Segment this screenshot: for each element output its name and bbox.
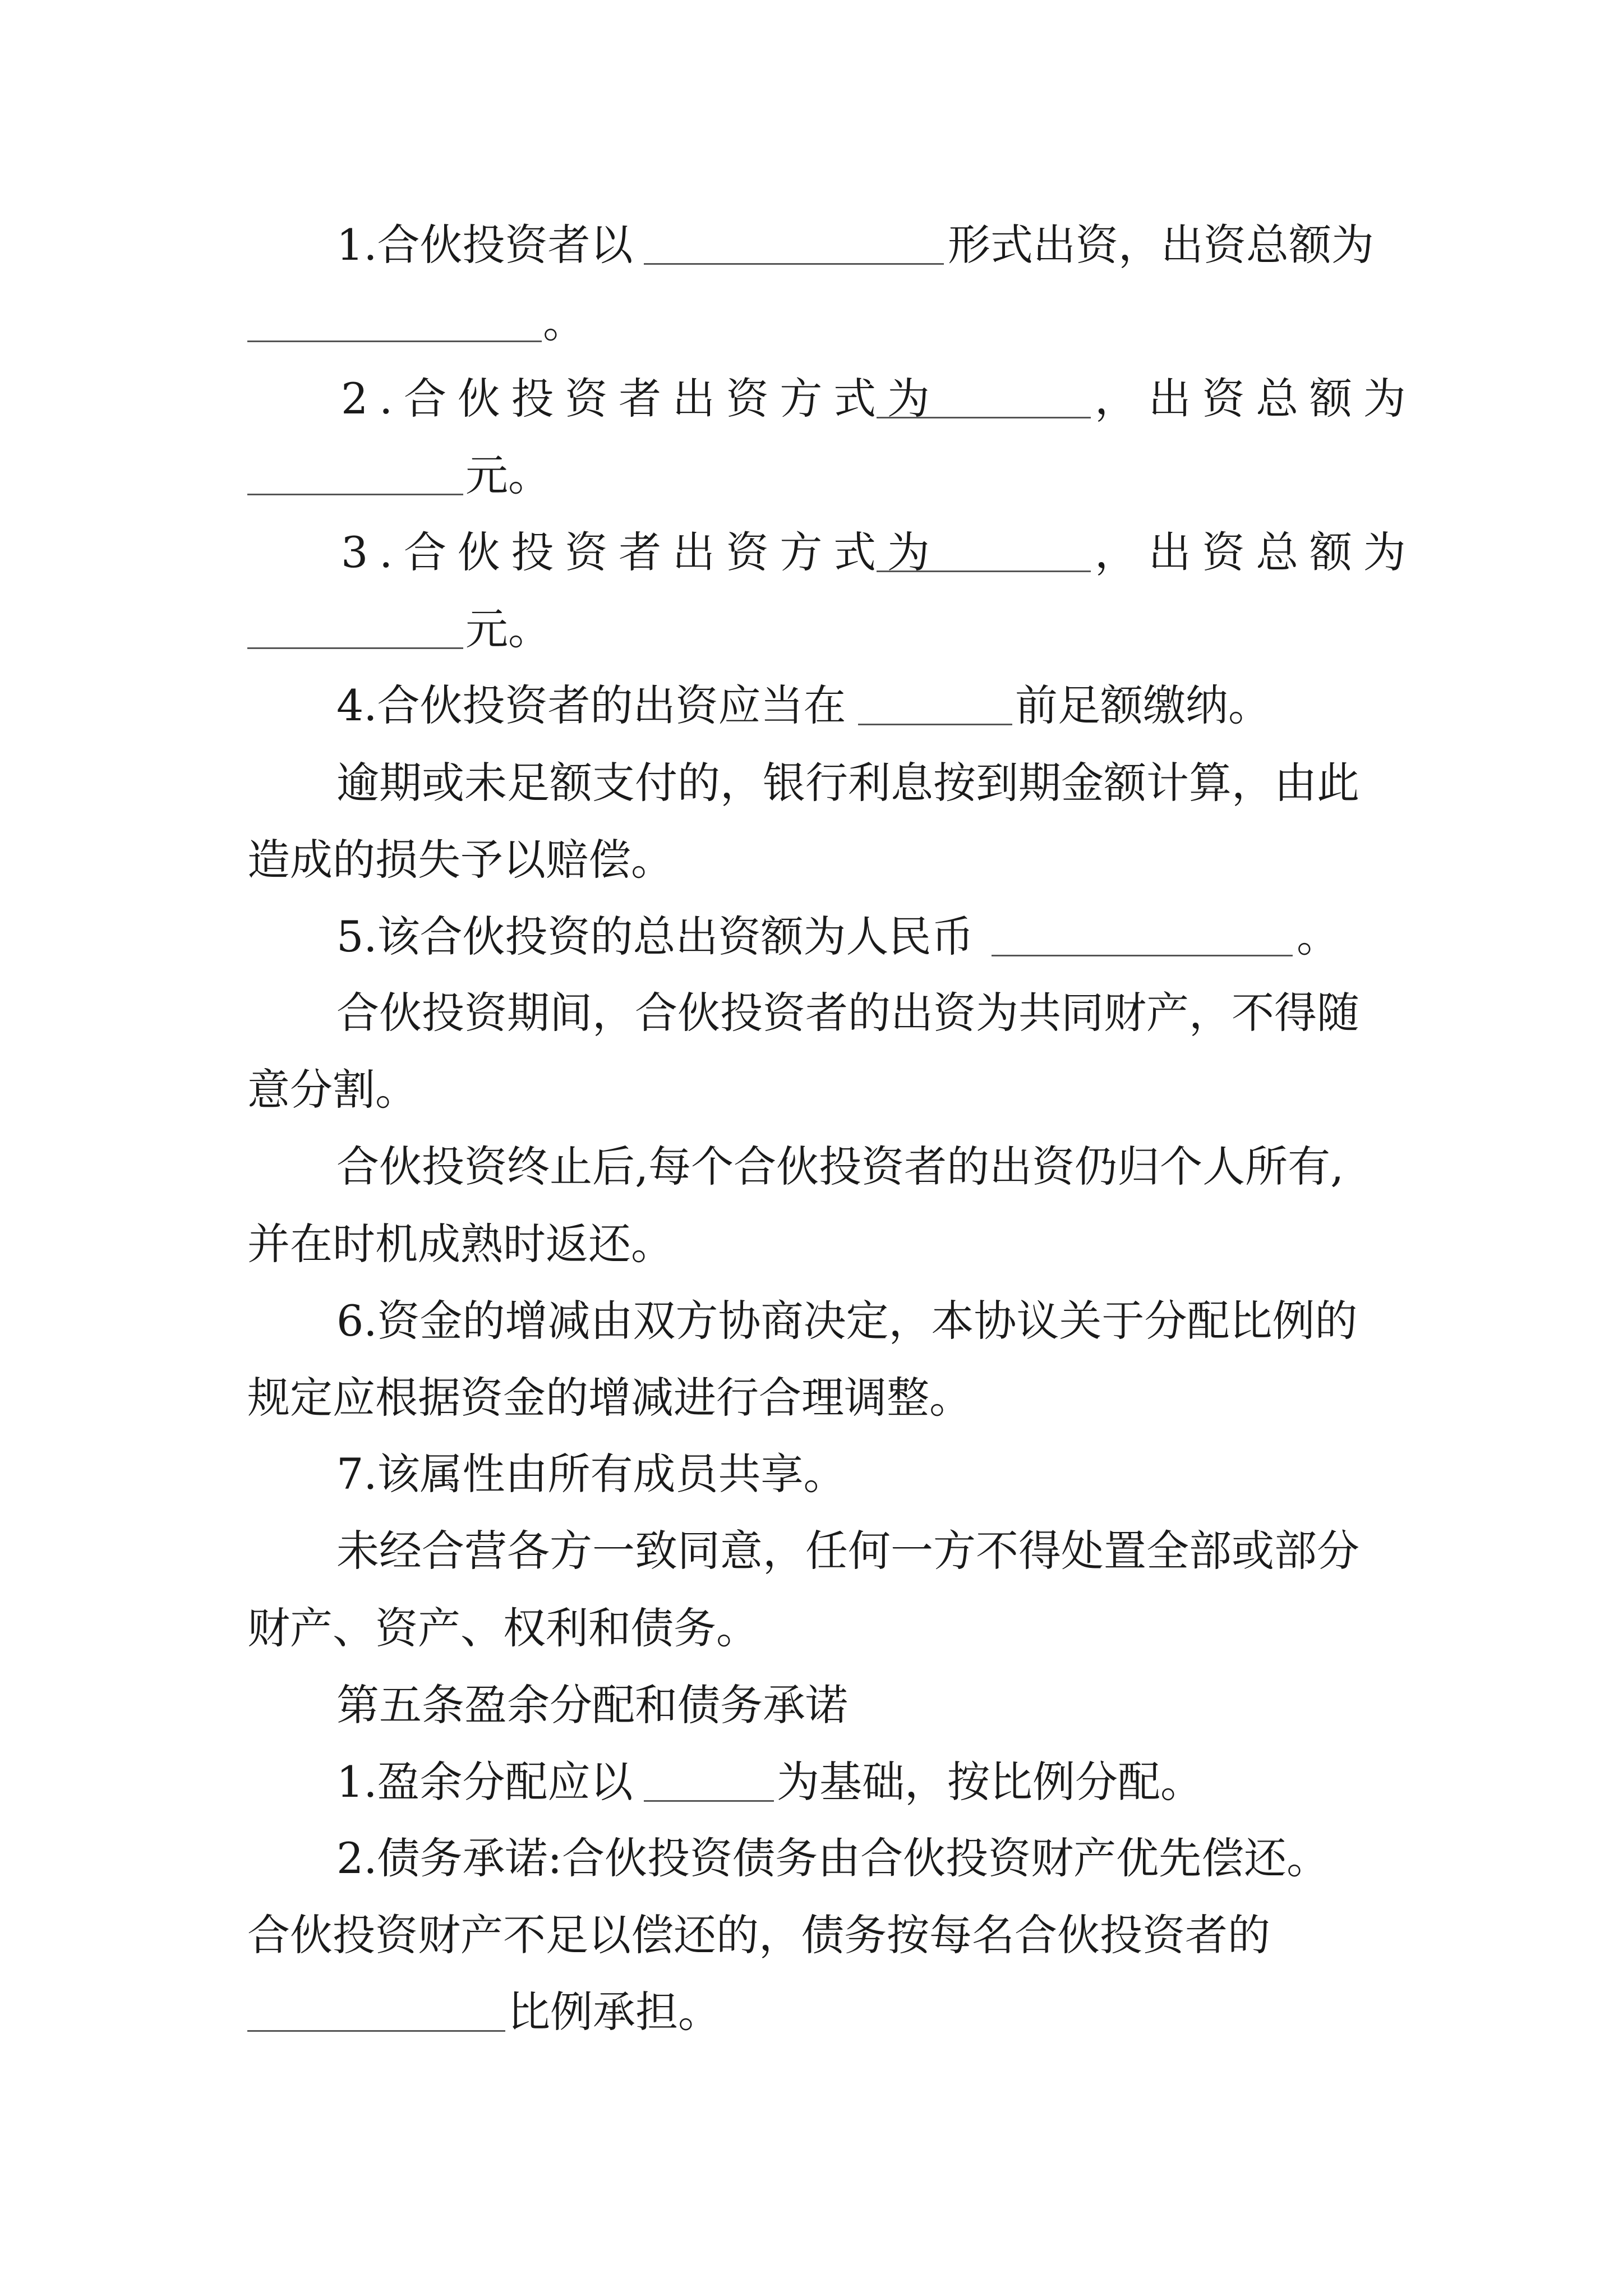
text-segment: 前足额缴纳。 [1015, 680, 1271, 730]
fill-in-blank[interactable] [992, 955, 1293, 956]
fill-in-blank[interactable] [247, 341, 542, 342]
fill-in-blank[interactable] [877, 417, 1091, 418]
paragraph-line-1 [0, 211, 1623, 279]
fill-in-blank[interactable] [644, 1800, 774, 1802]
paragraph-line-2 [0, 289, 1623, 356]
paragraph-line-16 [0, 1364, 1623, 1432]
section-heading [0, 1672, 1623, 1739]
fill-in-blank[interactable] [247, 494, 463, 495]
paragraph-line-12 [0, 1056, 1623, 1124]
text-segment: 形式出资，出资总额为 [948, 220, 1374, 270]
paragraph-line-7 [0, 672, 1623, 739]
text-segment: 第五条盈余分配和债务承诺 [336, 1680, 848, 1730]
text-segment: 5.该合伙投资的总出资额为人民币 [336, 912, 974, 961]
text-segment: 合伙投资财产不足以偿还的，债务按每名合伙投资者的 [247, 1910, 1270, 1960]
text-segment: 并在时机成熟时返还。 [247, 1219, 674, 1269]
text-segment: 元。 [465, 450, 551, 500]
text-segment: 合伙投资终止后,每个合伙投资者的出资仍归个人所有, [336, 1142, 1344, 1191]
paragraph-line-11 [0, 979, 1623, 1047]
text-segment: 比例承担。 [508, 1987, 721, 2037]
paragraph-line-18 [0, 1517, 1623, 1585]
text-segment: 逾期或未足额支付的，银行利息按到期金额计算，由此 [336, 758, 1359, 808]
fill-in-blank[interactable] [877, 570, 1091, 572]
text-segment: 7.该属性由所有成员共享。 [336, 1449, 846, 1499]
text-segment: 4.合伙投资者的出资应当在 [336, 680, 846, 730]
text-segment: 1.合伙投资者以 [336, 220, 633, 270]
text-segment: 元。 [465, 604, 551, 654]
text-segment: 6.资金的增减由双方协商决定，本协议关于分配比例的 [336, 1296, 1358, 1346]
text-segment: 2.债务承诺:合伙投资债务由合伙投资财产优先偿还。 [336, 1833, 1330, 1883]
paragraph-line-8 [0, 749, 1623, 817]
paragraph-line-21 [0, 1749, 1623, 1816]
text-segment: 。 [543, 297, 585, 347]
paragraph-line-24 [0, 1978, 1623, 2046]
text-segment: 。 [1297, 912, 1339, 961]
text-segment: ，出资总额为 [1095, 527, 1417, 577]
paragraph-line-19 [0, 1595, 1623, 1662]
text-segment: 财产、资产、权利和债务。 [247, 1603, 759, 1653]
text-segment: 造成的损失予以赔偿。 [247, 835, 674, 885]
paragraph-line-14 [0, 1211, 1623, 1278]
text-segment: 为基础，按比例分配。 [777, 1757, 1203, 1807]
fill-in-blank[interactable] [644, 263, 944, 265]
text-segment: 合伙投资期间，合伙投资者的出资为共同财产，不得随 [336, 988, 1359, 1038]
text-segment: 2.合伙投资者出资方式为 [341, 374, 941, 424]
paragraph-line-17 [0, 1441, 1623, 1508]
paragraph-line-9 [0, 826, 1623, 894]
text-segment: 意分割。 [247, 1065, 418, 1115]
paragraph-line-10 [0, 903, 1623, 970]
paragraph-line-6 [0, 596, 1623, 663]
fill-in-blank[interactable] [858, 724, 1012, 725]
paragraph-line-22 [0, 1825, 1623, 1892]
paragraph-line-23 [0, 1902, 1623, 1969]
text-segment: 3.合伙投资者出资方式为 [341, 527, 941, 577]
text-segment: ，出资总额为 [1095, 374, 1417, 424]
paragraph-line-15 [0, 1287, 1623, 1355]
text-segment: 未经合营各方一致同意，任何一方不得处置全部或部分 [336, 1526, 1359, 1576]
text-segment: 1.盈余分配应以 [336, 1757, 633, 1807]
paragraph-line-5 [0, 519, 1623, 586]
fill-in-blank[interactable] [247, 2030, 505, 2032]
paragraph-line-3 [0, 365, 1623, 432]
paragraph-line-4 [0, 442, 1623, 509]
paragraph-line-13 [0, 1133, 1623, 1200]
text-segment: 规定应根据资金的增减进行合理调整。 [247, 1373, 972, 1423]
fill-in-blank[interactable] [247, 647, 463, 649]
